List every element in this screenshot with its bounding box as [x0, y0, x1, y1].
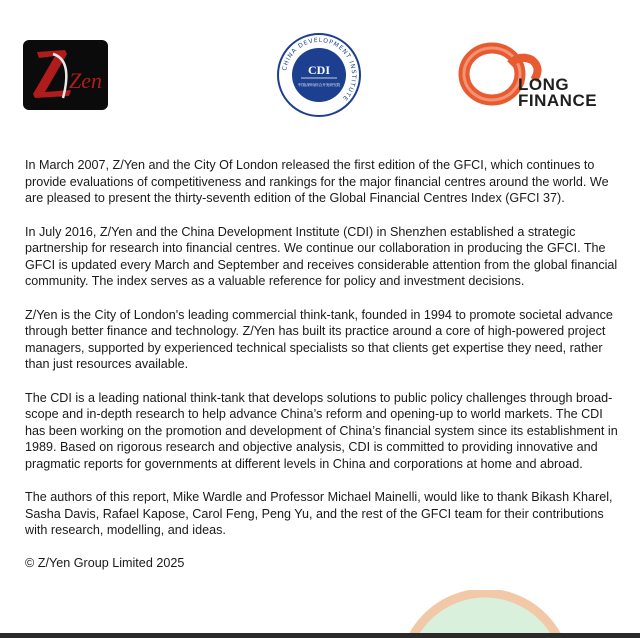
long-finance-line1: LONG	[518, 75, 570, 94]
zyen-logo-text: Zen	[69, 68, 102, 93]
cdi-seal-icon	[276, 32, 362, 118]
copyright-notice: © Z/Yen Group Limited 2025	[25, 555, 185, 570]
document-body	[25, 157, 619, 571]
paragraph-cdi-about: The CDI is a leading national think-tank that develops solutions to public policy challenges through broad-scope and in-depth research to help advance China’s reform and opening-up to world markets. The CDI has been working on the promotion and development of China’s financial system since its establishment in 1989. Based on rigorous research and objective analysis, CDI is committed to providing innovative and pragmatic reports for governments at different levels in China and corporations at home and abroad.	[25, 390, 618, 471]
long-finance-line2: FINANCE	[518, 91, 598, 110]
footer-graphic	[0, 590, 640, 638]
long-finance-wordmark	[518, 77, 628, 109]
cdi-ring-text: CHINA DEVELOPMENT INSTITUTE	[281, 36, 358, 103]
logo-header	[0, 0, 640, 130]
paragraph-acknowledgements: The authors of this report, Mike Wardle and Professor Michael Mainelli, would like to thank Bikash Kharel, Sasha Davis, Rafael Kapose, Carol Feng, Peng Yu, and the rest of the GFCI team for their contributions with research, modelling, and ideas.	[25, 490, 613, 537]
paragraph-zyen-about: Z/Yen is the City of London's leading commercial think-tank, founded in 1994 to promote societal advance through better finance and technology. Z/Yen has built its practice around a core of high-powered project managers, supported by experienced technical specialists so that clients get expertise they need, rather than just resources available.	[25, 307, 613, 371]
paragraph-cdi-partnership: In July 2016, Z/Yen and the China Development Institute (CDI) in Shenzhen established a strategic partnership for research into financial centres. We continue our collaboration in producing the GFCI. The GFCI is updated every March and September and receives considerable attention from the global financial community. The index serves as a valuable reference for policy and investment decisions.	[25, 224, 618, 288]
paragraph-gfci-history: In March 2007, Z/Yen and the City Of London released the first edition of the GFCI, which continues to provide evaluations of competitiveness and rankings for the major financial centres around the world. We are pleased to present the thirty-seventh edition of the Global Financial Centres Index (GFCI 37).	[25, 158, 609, 205]
cdi-chinese-name: 中国(深圳)综合开发研究院	[297, 83, 341, 87]
cdi-abbr: CDI	[307, 63, 331, 77]
zyen-logo-icon	[23, 40, 108, 110]
